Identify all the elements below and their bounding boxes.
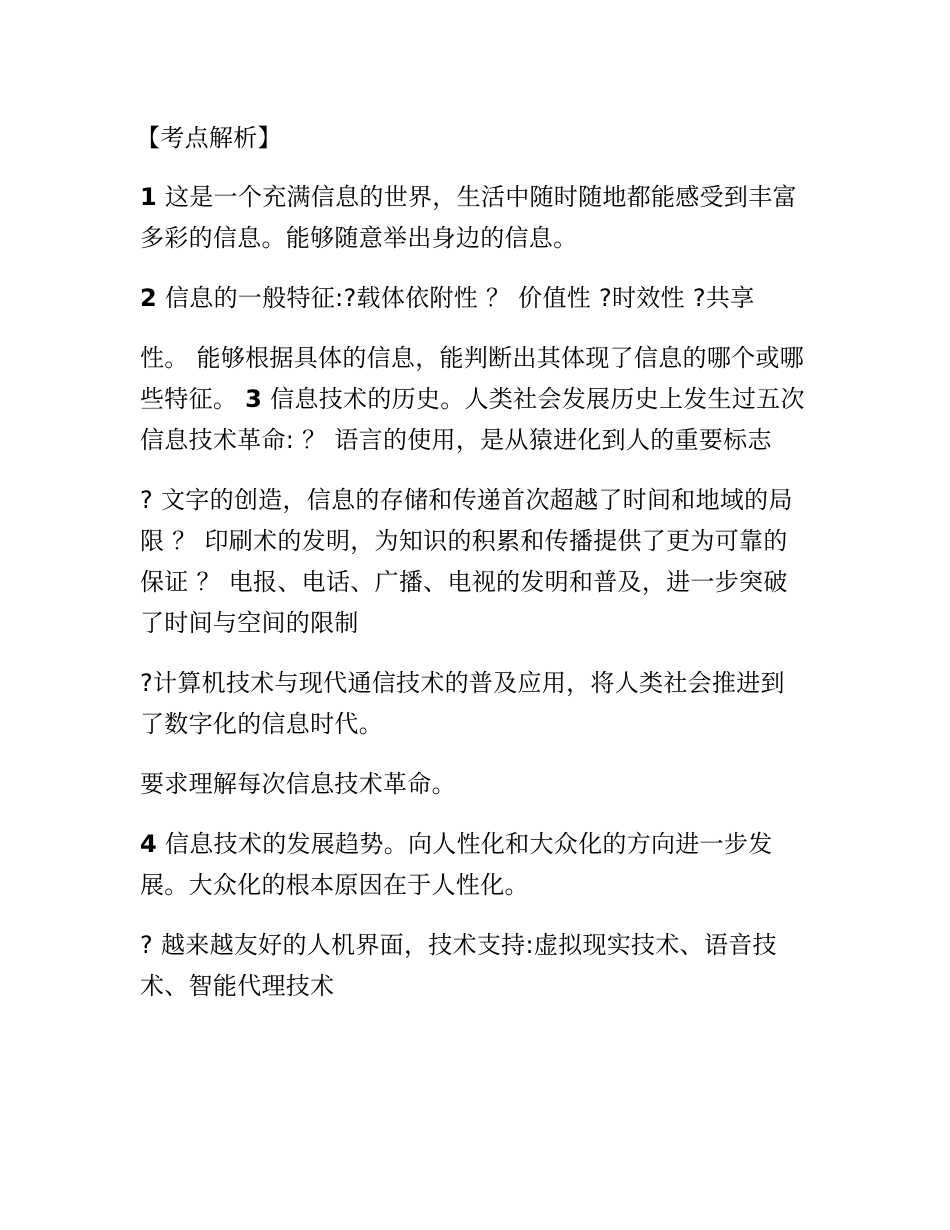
paragraph-3-text-a: 性。 能够根据具体的信息，能判断出其体现了信息的哪个或哪些特征。 xyxy=(140,344,805,413)
paragraph-4: ? 文字的创造，信息的存储和传递首次超越了时间和地域的局限 ？ 印刷术的发明，为知识的积累和传播提供了更为可靠的保证 ？ 电报、电话、广播、电视的发明和普及，进一步突破了时间与空间的限制 xyxy=(140,486,793,637)
section-heading: 【考点解析】 xyxy=(136,124,282,152)
paragraph-5: ?计算机技术与现代通信技术的普及应用，将人类社会推进到了数字化的信息时代。 xyxy=(140,669,785,738)
item-number-4: 4 xyxy=(140,830,157,858)
document-body xyxy=(136,118,808,1026)
paragraph-1 xyxy=(140,177,808,259)
item-number-1: 1 xyxy=(140,183,157,211)
paragraph-1-text: 这是一个充满信息的世界，生活中随时随地都能感受到丰富多彩的信息。能够随意举出身边的信息。 xyxy=(140,183,797,252)
paragraph-8: ? 越来越友好的人机界面，技术支持:虚拟现实技术、语音技术、智能代理技术 xyxy=(140,931,777,1000)
paragraph-7-text: 信息技术的发展趋势。向人性化和大众化的方向进一步发展。大众化的根本原因在于人性化。 xyxy=(140,830,773,899)
item-number-2: 2 xyxy=(140,284,157,312)
paragraph-7 xyxy=(140,824,808,906)
paragraph-6: 要求理解每次信息技术革命。 xyxy=(140,770,456,798)
paragraph-3 xyxy=(140,338,808,461)
paragraph-3-text-b: 信息技术的历史。人类社会发展历史上发生过五次信息技术革命: ？ 语言的使用，是从猿进化到人的重要标志 xyxy=(140,385,805,454)
paragraph-2 xyxy=(140,278,808,319)
item-number-3: 3 xyxy=(245,385,263,413)
paragraph-2-text: 信息的一般特征:?载体依附性 ？ 价值性 ?时效性 ?共享 xyxy=(165,284,755,312)
